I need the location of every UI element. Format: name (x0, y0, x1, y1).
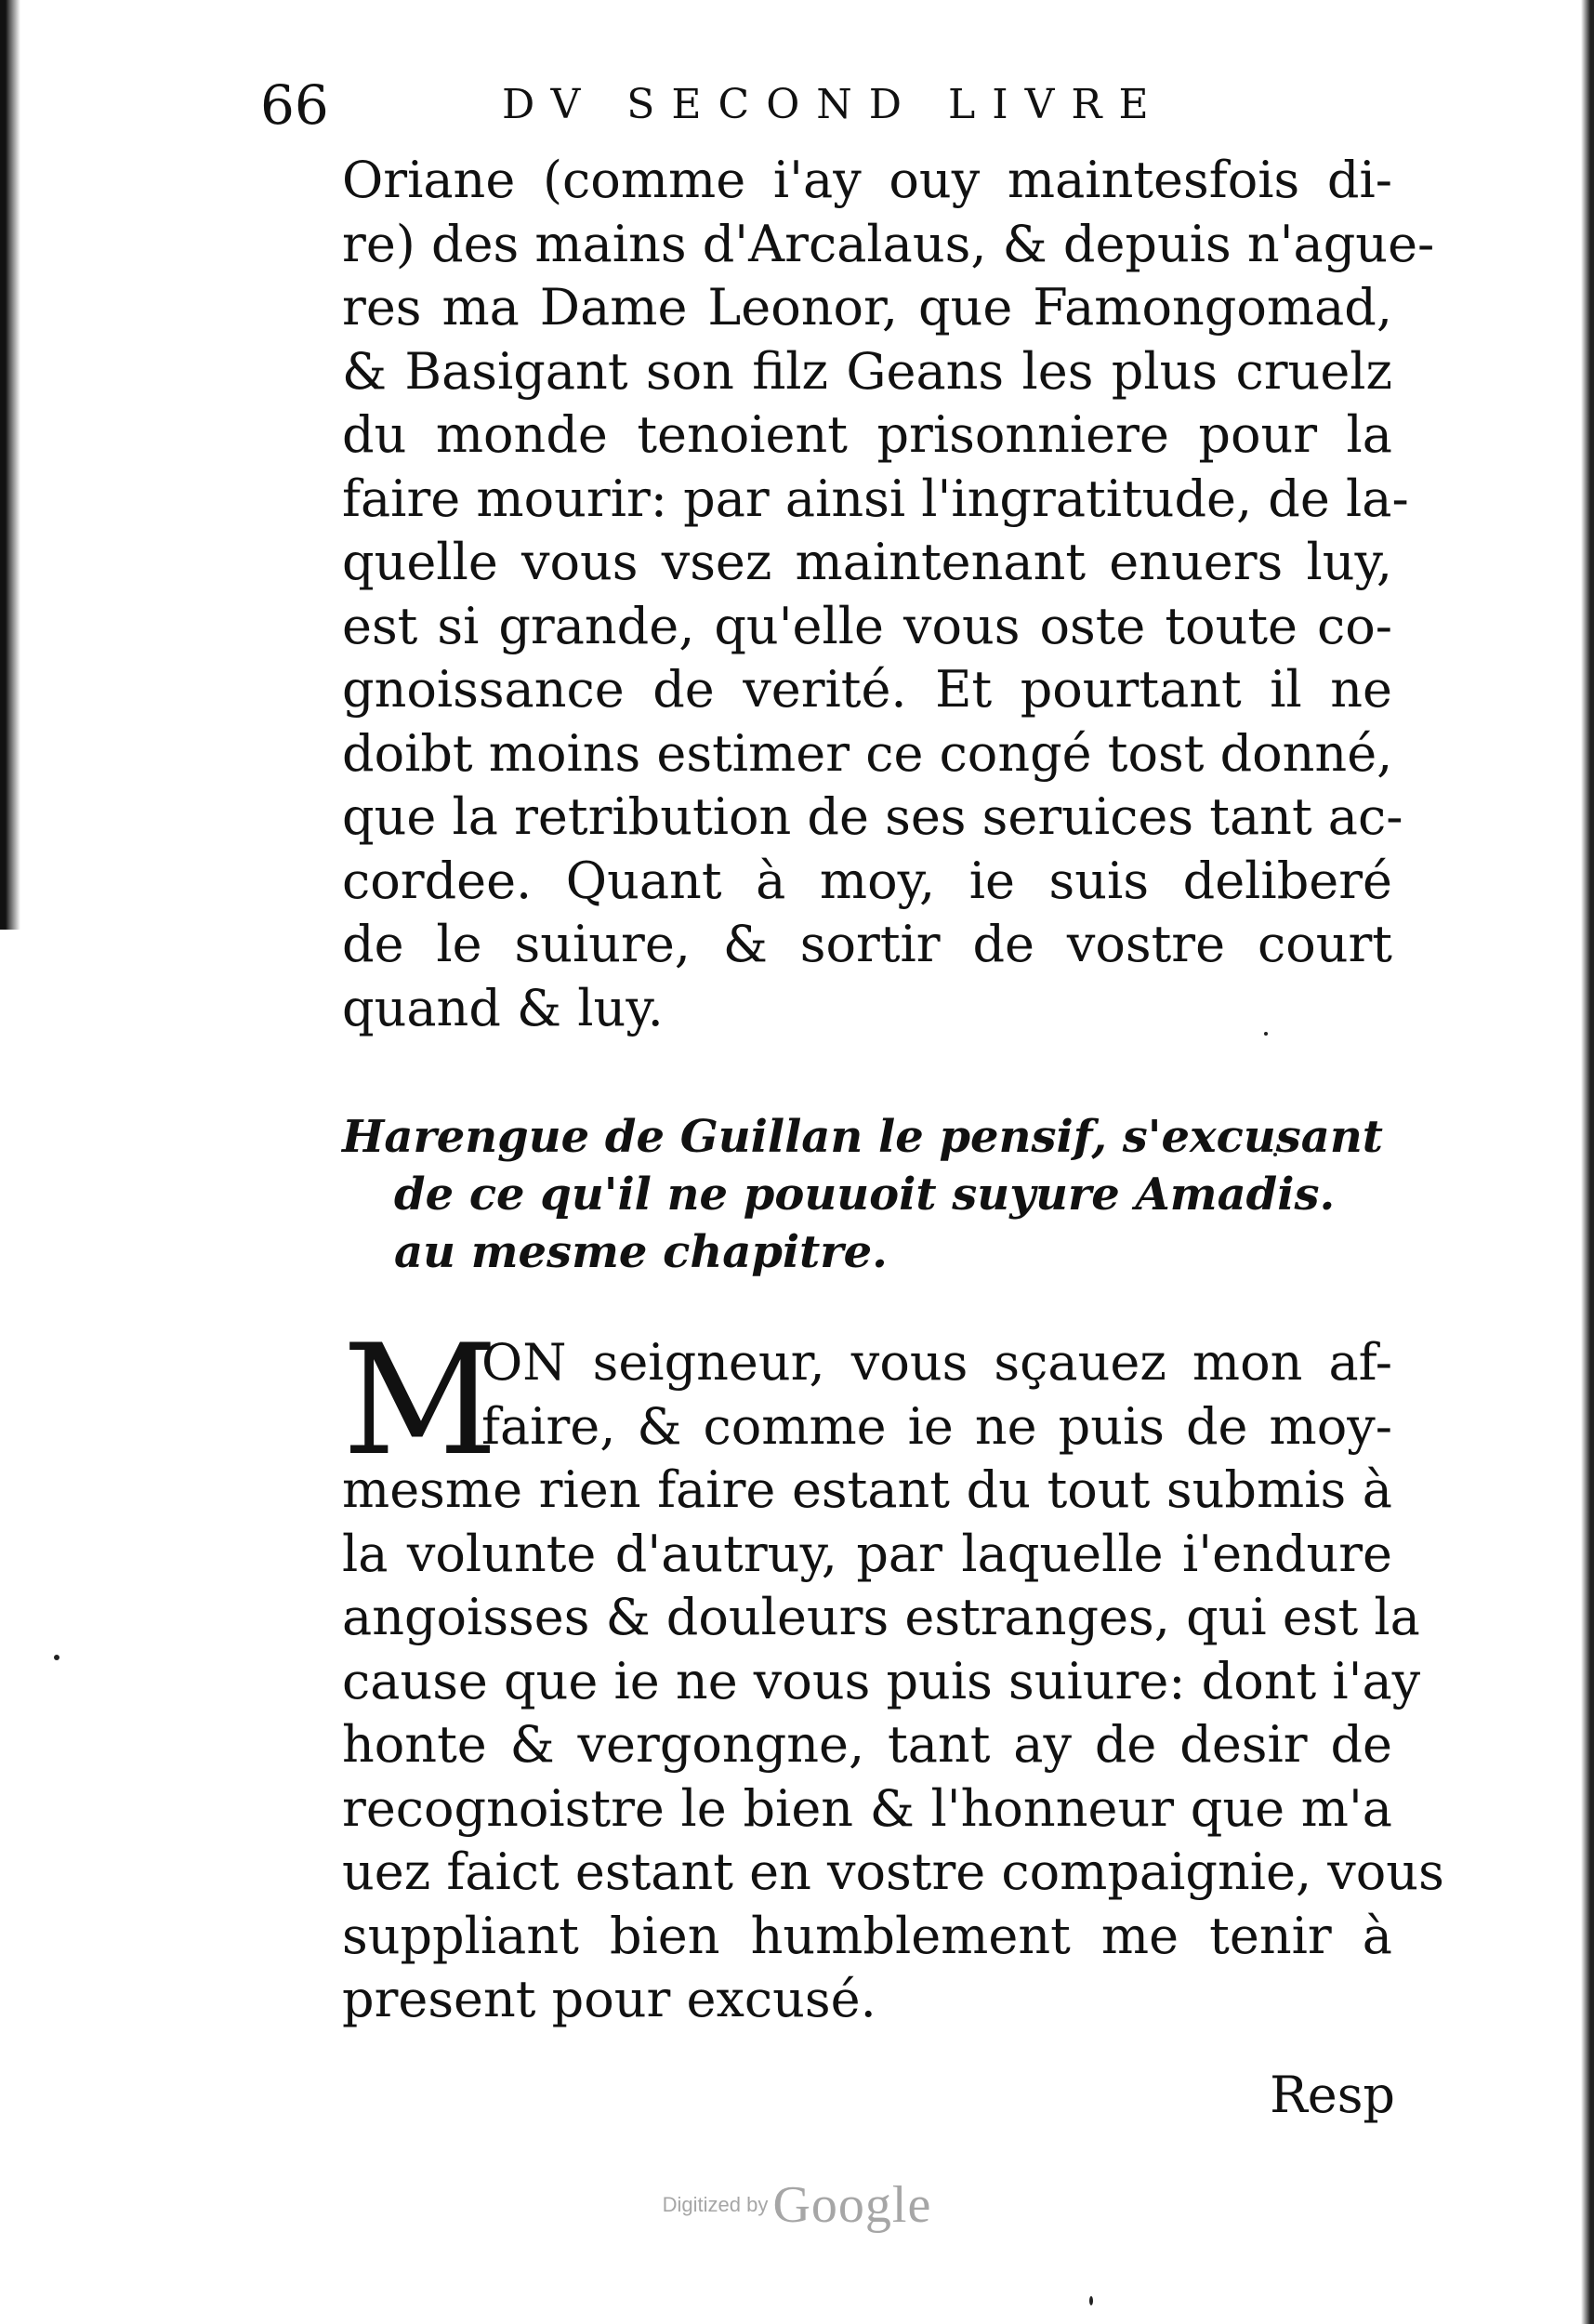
text-line: du monde tenoient prisonniere pour la (342, 405, 1392, 464)
text-line: ON seigneur, vous sçauez mon af- (481, 1333, 1392, 1392)
text-line: faire, & comme ie ne puis de moy- (481, 1396, 1392, 1456)
text-line: mesme rien faire estant du tout submis à (342, 1460, 1392, 1519)
page-header (260, 73, 1450, 138)
text-line: de le suiure, & sortir de vostre court (342, 915, 1392, 973)
text-line: res ma Dame Leonor, que Famongomad, (342, 278, 1392, 337)
text-line: recognoistre le bien & l'honneur que m'a (342, 1778, 1392, 1838)
text-line: & Basigant son filz Geans les plus cruelz (342, 341, 1392, 401)
heading-line: de ce qu'il ne pouuoit suyure Amadis. (394, 1169, 1336, 1221)
digitization-watermark (0, 2175, 1594, 2235)
heading-line: au mesme chapitre. (394, 1226, 888, 1278)
text-line: est si grande, qu'elle vous oste toute co- (342, 596, 1392, 655)
catchword: Resp (1270, 2066, 1395, 2124)
ink-speck (54, 1655, 59, 1660)
text-line: re) des mains d'Arcalaus, & depuis n'ague- (342, 214, 1435, 273)
right-page-edge-shadow (1581, 0, 1594, 2324)
text-line: suppliant bien humblement me tenir à (342, 1906, 1392, 1965)
text-line: faire mourir: par ainsi l'ingratitude, de la- (342, 469, 1409, 528)
text-line: doibt moins estimer ce congé tost donné, (342, 723, 1393, 783)
drop-cap: M (342, 1312, 498, 1489)
watermark-prefix: Digitized by (662, 2193, 769, 2216)
body-text-first (342, 149, 1435, 1040)
text-line: uez faict estant en vostre compaignie, vous (342, 1842, 1444, 1901)
text-line: que la retribution de ses seruices tant ac- (342, 787, 1403, 846)
text-line: Oriane (comme i'ay ouy maintesfois di- (342, 151, 1392, 209)
text-line: angoisses & douleurs estranges, qui est la (342, 1588, 1420, 1646)
running-title: DV SECOND LIVRE (502, 81, 1166, 128)
heading-line: Harengue de Guillan le pensif, s'excusant (342, 1111, 1383, 1163)
text-line: quelle vous vsez maintenant enuers luy, (342, 533, 1392, 591)
text-line: cordee. Quant à moy, ie suis deliberé (342, 851, 1392, 910)
watermark-brand: Google (772, 2176, 932, 2234)
text-line: honte & vergongne, tant ay de desir de (342, 1715, 1392, 1774)
section-heading (342, 1108, 1392, 1281)
ink-speck (1089, 2296, 1093, 2305)
text-line: present pour excusé. (342, 1970, 876, 2028)
body-text-second (342, 1312, 1444, 2032)
text-line: gnoissance de verité. Et pourtant il ne (342, 660, 1392, 719)
left-page-edge-shadow (0, 0, 20, 930)
text-line: la volunte d'autruy, par laquelle i'endure (342, 1524, 1392, 1583)
text-line: quand & luy. (342, 978, 664, 1037)
text-line: cause que ie ne vous puis suiure: dont i'ay (342, 1651, 1421, 1710)
page-number: 66 (260, 73, 329, 137)
